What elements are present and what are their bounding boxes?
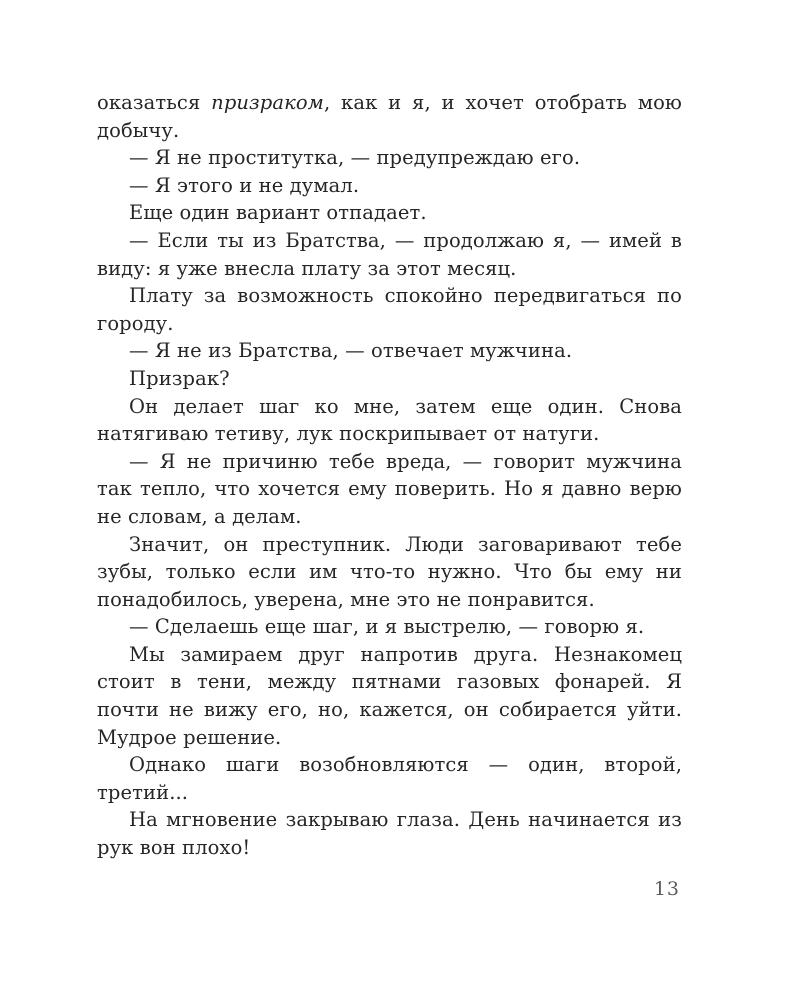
paragraph-1-text-start: оказаться (97, 91, 212, 114)
paragraph-11: Значит, он преступник. Люди заговаривают тебе зубы, только если им что-то нужно. Что бы ему ни понадобилось, уверена, мне это не понравится. (97, 532, 682, 611)
page-body (97, 89, 682, 862)
paragraph-2: — Я не проститутка, — предупреждаю его. (129, 146, 581, 170)
paragraph-6: Плату за возможность спокойно передвигаться по городу. (97, 284, 682, 335)
paragraph-10: — Я не причиню тебе вреда, — говорит мужчина так тепло, что хочется ему поверить. Но я давно верю не словам, а делам. (97, 449, 682, 528)
paragraph-13: Мы замираем друг напротив друга. Незнакомец стоит в тени, между пятнами газовых фонарей. Я почти не вижу его, но, кажется, он собирается уйти. Мудрое решение. (97, 642, 682, 749)
paragraph-8: Призрак? (129, 366, 230, 390)
paragraph-1-text-end: , как и я, и хочет отобрать мою добычу. (97, 91, 683, 142)
paragraph-4: Еще один вариант отпадает. (129, 201, 427, 225)
paragraph-1 (97, 89, 682, 144)
paragraph-15: На мгновение закрываю глаза. День начинается из рук вон плохо! (97, 808, 682, 860)
paragraph-1-emphasis: призраком (211, 91, 324, 114)
page-number: 13 (653, 878, 680, 900)
paragraph-5: — Если ты из Братства, — продолжаю я, — имей в виду: я уже внесла плату за этот месяц. (97, 228, 682, 280)
paragraph-3: — Я этого и не думал. (129, 173, 360, 197)
paragraph-14: Однако шаги возобновляются — один, второй, третий... (97, 753, 682, 804)
paragraph-7: — Я не из Братства, — отвечает мужчина. (129, 339, 573, 363)
paragraph-12: — Сделаешь еще шаг, и я выстрелю, — говорю я. (129, 615, 645, 639)
paragraph-9: Он делает шаг ко мне, затем еще один. Снова натягиваю тетиву, лук поскрипывает от натуги. (97, 394, 682, 446)
